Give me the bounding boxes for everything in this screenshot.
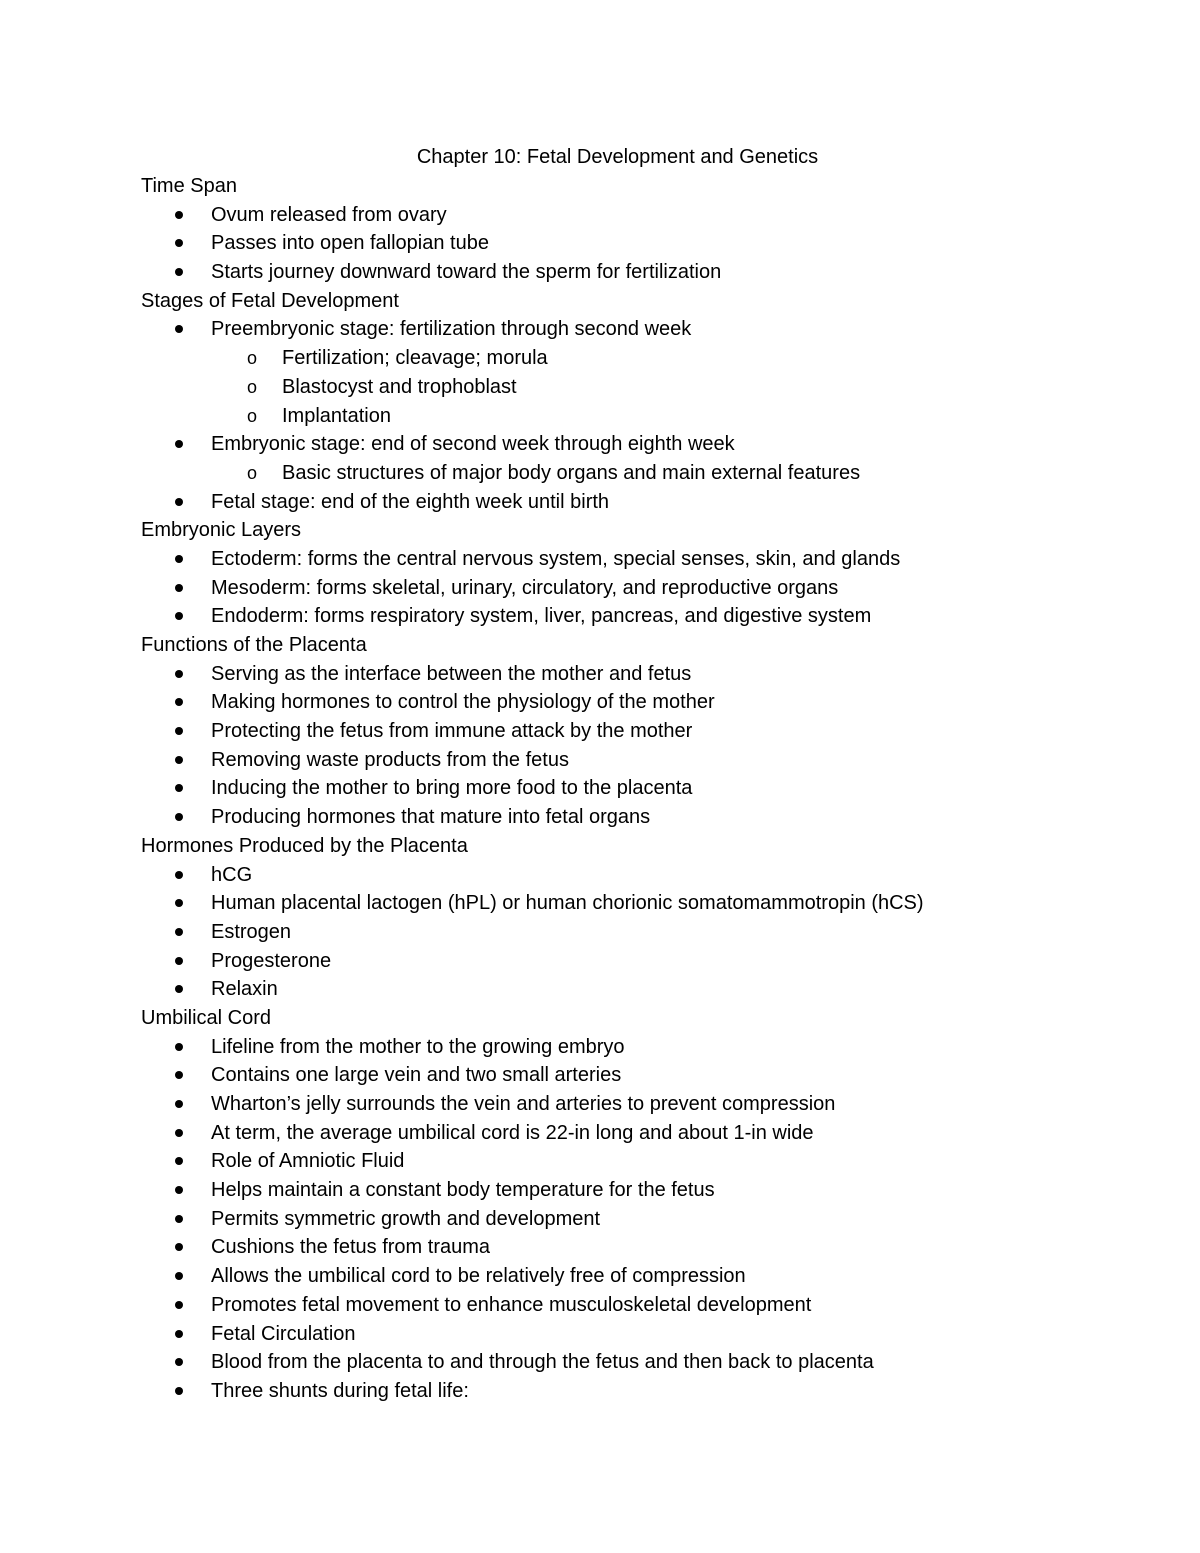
bullet-item xyxy=(141,1320,1160,1349)
bullet-dot-icon xyxy=(175,1243,183,1251)
bullet-item xyxy=(141,229,1160,258)
circle-bullet-icon: o xyxy=(247,405,258,426)
bullet-item-text: Ectoderm: forms the central nervous system, special senses, skin, and glands xyxy=(211,547,901,570)
sub-bullet-item-text: Fertilization; cleavage; morula xyxy=(282,347,548,370)
bullet-item xyxy=(141,746,1160,775)
bullet-item xyxy=(141,975,1160,1004)
bullet-dot-icon xyxy=(175,612,183,620)
bullet-item xyxy=(141,918,1160,947)
section-heading: Time Span xyxy=(141,175,237,197)
bullet-dot-icon xyxy=(175,1043,183,1051)
bullet-item-text: Permits symmetric growth and development xyxy=(211,1207,601,1230)
bullet-item-text: Three shunts during fetal life: xyxy=(211,1379,469,1402)
bullet-item xyxy=(141,774,1160,803)
bullet-item xyxy=(141,1291,1160,1320)
page-title: Chapter 10: Fetal Development and Genetics xyxy=(416,146,819,168)
bullet-dot-icon xyxy=(175,698,183,706)
sub-bullet-item-text: Blastocyst and trophoblast xyxy=(282,375,517,398)
bullet-item xyxy=(141,574,1160,603)
bullet-dot-icon xyxy=(175,555,183,563)
bullet-item xyxy=(141,602,1160,631)
bullet-dot-icon xyxy=(175,1071,183,1079)
bullet-item xyxy=(141,1262,1160,1291)
circle-bullet-icon: o xyxy=(247,376,258,397)
bullet-item-text: Passes into open fallopian tube xyxy=(211,232,489,255)
bullet-dot-icon xyxy=(175,1272,183,1280)
bullet-item xyxy=(141,488,1160,517)
bullet-item xyxy=(141,1233,1160,1262)
circle-bullet-icon: o xyxy=(247,462,258,483)
bullet-item xyxy=(141,201,1160,230)
bullet-item xyxy=(141,1348,1160,1377)
bullet-item xyxy=(141,430,1160,459)
bullet-dot-icon xyxy=(175,1157,183,1165)
circle-bullet-icon: o xyxy=(247,348,258,369)
bullet-dot-icon xyxy=(175,928,183,936)
bullet-item-text: Role of Amniotic Fluid xyxy=(211,1150,405,1173)
bullet-item-text: Helps maintain a constant body temperature for the fetus xyxy=(211,1179,715,1202)
bullet-dot-icon xyxy=(175,1100,183,1108)
bullet-dot-icon xyxy=(175,957,183,965)
sub-bullet-item xyxy=(141,344,1160,373)
bullet-item-text: Human placental lactogen (hPL) or human chorionic somatomammotropin (hCS) xyxy=(211,892,924,915)
bullet-item xyxy=(141,889,1160,918)
bullet-dot-icon xyxy=(175,584,183,592)
bullet-dot-icon xyxy=(175,813,183,821)
document-body xyxy=(141,172,1160,1406)
sub-bullet-item-text: Basic structures of major body organs and main external features xyxy=(282,461,861,484)
bullet-item-text: Starts journey downward toward the sperm for fertilization xyxy=(211,261,722,284)
bullet-item-text: Fetal Circulation xyxy=(211,1322,356,1345)
bullet-item xyxy=(141,315,1160,344)
bullet-dot-icon xyxy=(175,268,183,276)
bullet-item-text: Serving as the interface between the mother and fetus xyxy=(211,662,692,685)
bullet-item xyxy=(141,1119,1160,1148)
sub-bullet-item xyxy=(141,459,1160,488)
bullet-item xyxy=(141,1205,1160,1234)
bullet-dot-icon xyxy=(175,1129,183,1137)
bullet-item-text: Allows the umbilical cord to be relatively free of compression xyxy=(211,1265,746,1288)
bullet-item xyxy=(141,1147,1160,1176)
bullet-item-text: Preembryonic stage: fertilization through second week xyxy=(211,318,692,341)
section-heading: Hormones Produced by the Placenta xyxy=(141,834,468,857)
bullet-item-text: Endoderm: forms respiratory system, liver, pancreas, and digestive system xyxy=(211,605,872,628)
bullet-item-text: Removing waste products from the fetus xyxy=(211,748,569,771)
bullet-item xyxy=(141,803,1160,832)
bullet-item xyxy=(141,1061,1160,1090)
bullet-item-text: Cushions the fetus from trauma xyxy=(211,1236,491,1259)
bullet-item-text: Embryonic stage: end of second week through eighth week xyxy=(211,433,735,456)
bullet-item xyxy=(141,258,1160,287)
bullet-item xyxy=(141,947,1160,976)
bullet-dot-icon xyxy=(175,440,183,448)
bullet-dot-icon xyxy=(175,1358,183,1366)
bullet-item-text: Promotes fetal movement to enhance musculoskeletal development xyxy=(211,1293,812,1316)
bullet-item xyxy=(141,717,1160,746)
bullet-dot-icon xyxy=(175,1387,183,1395)
bullet-dot-icon xyxy=(175,1215,183,1223)
bullet-item-text: Contains one large vein and two small arteries xyxy=(211,1064,622,1087)
bullet-item-text: hCG xyxy=(211,863,253,886)
bullet-item-text: Making hormones to control the physiology of the mother xyxy=(211,691,715,714)
bullet-item-text: Protecting the fetus from immune attack by the mother xyxy=(211,720,693,743)
bullet-dot-icon xyxy=(175,871,183,879)
bullet-dot-icon xyxy=(175,1186,183,1194)
sub-bullet-item xyxy=(141,373,1160,402)
bullet-dot-icon xyxy=(175,498,183,506)
sub-bullet-item xyxy=(141,402,1160,431)
bullet-item-text: Producing hormones that mature into fetal organs xyxy=(211,806,651,829)
bullet-item-text: Wharton’s jelly surrounds the vein and arteries to prevent compression xyxy=(211,1093,836,1115)
bullet-dot-icon xyxy=(175,211,183,219)
bullet-item-text: Ovum released from ovary xyxy=(211,203,447,226)
bullet-item-text: At term, the average umbilical cord is 22-in long and about 1-in wide xyxy=(211,1121,814,1144)
bullet-dot-icon xyxy=(175,756,183,764)
bullet-item-text: Blood from the placenta to and through the fetus and then back to placenta xyxy=(211,1351,874,1374)
bullet-item-text: Lifeline from the mother to the growing embryo xyxy=(211,1035,625,1058)
bullet-dot-icon xyxy=(175,899,183,907)
bullet-dot-icon xyxy=(175,985,183,993)
bullet-item-text: Mesoderm: forms skeletal, urinary, circulatory, and reproductive organs xyxy=(211,576,839,599)
section-heading: Functions of the Placenta xyxy=(141,634,367,656)
bullet-item-text: Estrogen xyxy=(211,920,292,943)
bullet-dot-icon xyxy=(175,239,183,247)
bullet-item xyxy=(141,1377,1160,1406)
bullet-dot-icon xyxy=(175,727,183,735)
bullet-item xyxy=(141,1176,1160,1205)
bullet-item xyxy=(141,1090,1160,1119)
bullet-dot-icon xyxy=(175,325,183,333)
sub-bullet-item-text: Implantation xyxy=(282,404,391,427)
bullet-item xyxy=(141,1033,1160,1062)
bullet-dot-icon xyxy=(175,670,183,678)
bullet-dot-icon xyxy=(175,784,183,792)
bullet-item xyxy=(141,861,1160,890)
bullet-item-text: Inducing the mother to bring more food to the placenta xyxy=(211,777,693,800)
bullet-item-text: Relaxin xyxy=(211,978,278,1001)
bullet-dot-icon xyxy=(175,1330,183,1338)
section-heading: Umbilical Cord xyxy=(141,1006,272,1029)
section-heading: Stages of Fetal Development xyxy=(141,289,399,312)
bullet-item-text: Progesterone xyxy=(211,949,332,972)
section-heading: Embryonic Layers xyxy=(141,519,302,542)
bullet-dot-icon xyxy=(175,1301,183,1309)
bullet-item-text: Fetal stage: end of the eighth week until birth xyxy=(211,490,610,513)
bullet-item xyxy=(141,660,1160,689)
bullet-item xyxy=(141,545,1160,574)
bullet-item xyxy=(141,688,1160,717)
